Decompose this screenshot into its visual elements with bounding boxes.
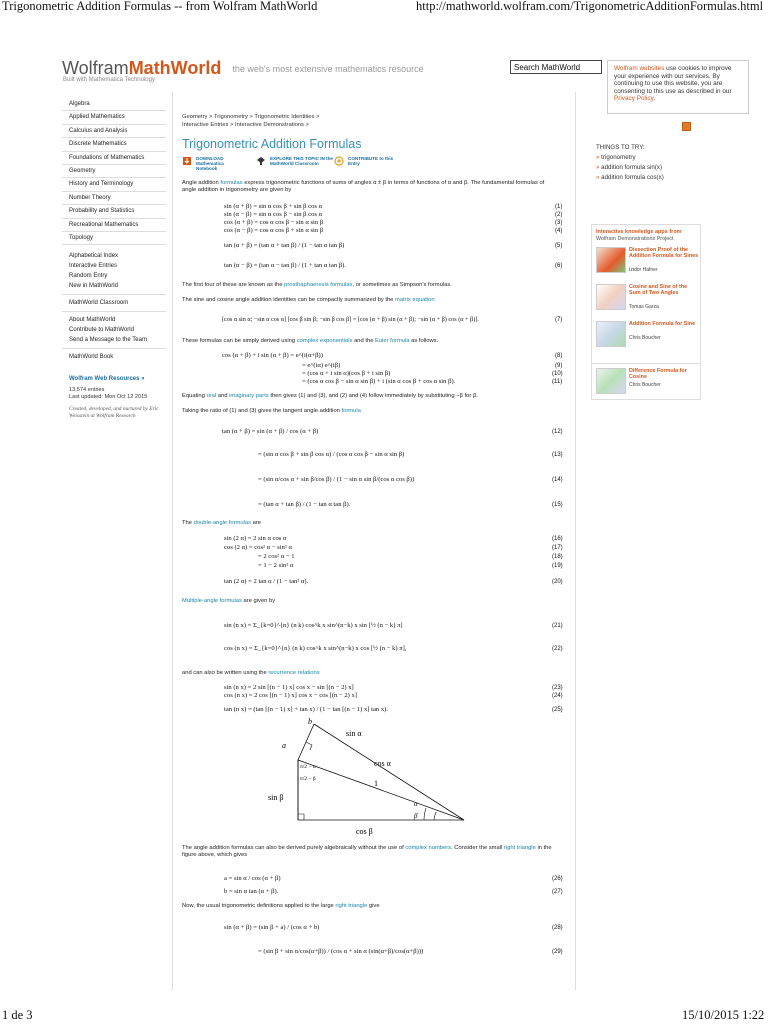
prosthaphaeresis-paragraph: The first four of these are known as the prosthaphaeresis formulas, or sometimes as Simpson's formulas. — [182, 282, 452, 288]
nav-probability[interactable]: Probability and Statistics — [62, 205, 166, 218]
demo-item[interactable] — [596, 284, 696, 316]
equation-number-27: (27) — [552, 889, 563, 895]
print-page-number: 1 de 3 — [2, 1008, 33, 1022]
equation-number-2: (2) — [555, 212, 563, 218]
nav-about[interactable]: About MathWorld — [69, 317, 116, 324]
nav-recreational[interactable]: Recreational Mathematics — [62, 219, 166, 232]
multiple-angle-paragraph: Multiple-angle formulas are given by — [182, 598, 276, 604]
equating-paragraph: Equating real and imaginary parts then gives (1) and (3), and (2) and (4) follow immediately by substituting −β for β. — [182, 393, 478, 399]
euler-formula-link[interactable]: Euler formula — [375, 338, 410, 344]
try-addition-cos[interactable]: » addition formula cos(x) — [596, 173, 664, 183]
things-to-try-title: THINGS TO TRY: — [596, 144, 645, 151]
equation-number-11: (11) — [552, 379, 563, 385]
nav-applied-mathematics[interactable]: Applied Mathematics — [62, 111, 166, 124]
equation-number-16: (16) — [552, 536, 563, 542]
contribute-icon — [334, 156, 344, 166]
equation-23: sin (n x) = 2 sin [(n − 1) x] cos x − sin [(n − 2) x] — [224, 684, 354, 691]
demo-author: Chris Boucher — [629, 334, 661, 341]
double-angle-link[interactable]: double-angle formulas — [193, 520, 251, 526]
explore-label: EXPLORE THIS TOPIC IN the MathWorld Classroom — [270, 156, 333, 167]
cookie-wolfram-link[interactable]: Wolfram websites — [614, 65, 665, 72]
nav-topology[interactable]: Topology — [62, 232, 166, 245]
demo-thumbnail[interactable] — [596, 284, 626, 310]
equation-25: tan (n x) = (tan [(n − 1) x] + tan x) / (1 − tan [(n − 1) x] tan x). — [224, 706, 388, 713]
breadcrumb-line-1[interactable]: Geometry > Trigonometry > Trigonometric Identities > — [182, 114, 320, 120]
equation-17: cos (2 α) = cos² α − sin² α — [224, 544, 292, 551]
cookie-text: use cookies to improve your experience with our services. By continuing to use this website, you are consenting to this use as described in our — [614, 65, 732, 95]
entry-count: 13,574 entries — [69, 387, 105, 393]
equation-19: = 1 − 2 sin² α — [258, 562, 294, 569]
nav-history[interactable]: History and Terminology — [62, 178, 166, 191]
equation-4: cos (α − β) = cos α cos β + sin α sin β — [224, 227, 324, 234]
equation-number-9: (9) — [555, 363, 563, 369]
nav-discrete[interactable]: Discrete Mathematics — [62, 138, 166, 151]
equation-number-14: (14) — [552, 477, 563, 483]
nav-send-message[interactable]: Send a Message to the Team — [69, 337, 147, 344]
print-url: http://mathworld.wolfram.com/TrigonometricAdditionFormulas.html — [416, 0, 764, 13]
imaginary-parts-link[interactable]: imaginary parts — [229, 393, 269, 399]
contribute-label: CONTRIBUTE to this Entry — [348, 156, 394, 167]
nav-algebra[interactable]: Algebra — [62, 98, 166, 111]
privacy-policy-link[interactable]: Privacy Policy — [614, 95, 654, 103]
left-nav — [62, 98, 166, 382]
label-cos-alpha: cos α — [374, 759, 391, 768]
equation-3: cos (α + β) = cos α cos β − sin α sin β — [224, 219, 324, 226]
label-half-pi-minus-beta: π/2 − β — [300, 776, 316, 782]
equation-12: tan (α + β) = sin (α + β) / cos (α + β) — [222, 428, 319, 435]
equation-number-26: (26) — [552, 876, 563, 882]
prosthaphaeresis-link[interactable]: prosthaphaeresis formulas — [284, 282, 353, 288]
nav-classroom[interactable]: MathWorld Classroom — [69, 300, 129, 307]
last-updated: Last updated: Mon Oct 12 2015 — [69, 394, 148, 400]
equation-21: sin (n x) = Σ_{k=0}^{n} (n k) cos^k x sin^(n−k) x sin [½ (n − k) π] — [224, 622, 403, 629]
demo-thumbnail[interactable] — [596, 247, 626, 273]
demos-subheading[interactable]: Wolfram Demonstrations Project — [596, 235, 674, 242]
intro-paragraph: Angle addition formulas express trigonometric functions of sums of angles α ± β in terms of functions of α and β. The fundamental formulas of angle addition in trigonometry are given by — [182, 180, 545, 194]
label-a: a — [282, 741, 286, 750]
equation-10: = (cos α + i sin α)(cos β + i sin β) — [302, 370, 391, 377]
equation-16: sin (2 α) = 2 sin α cos α — [224, 535, 287, 542]
site-tagline: the web's most extensive mathematics resource — [232, 64, 424, 74]
equation-5: tan (α + β) = (tan α + tan β) / (1 − tan α tan β) — [224, 242, 345, 249]
download-icon — [182, 156, 192, 166]
complex-exponentials-link[interactable]: complex exponentials — [296, 338, 353, 344]
demo-author: Chris Boucher — [629, 382, 661, 388]
label-b: b — [308, 717, 312, 726]
equation-11: = (cos α cos β − sin α sin β) + i (sin α cos β + cos α sin β). — [302, 378, 456, 385]
equation-26: a = sin α / cos (α + β) — [224, 875, 281, 882]
demo-thumbnail[interactable] — [596, 321, 626, 347]
equation-9: = e^(iα) e^(iβ) — [302, 362, 341, 369]
triangle-figure — [264, 716, 470, 840]
label-alpha: α — [414, 800, 418, 808]
site-logo[interactable] — [62, 58, 424, 79]
label-one: 1 — [374, 779, 378, 788]
demo-thumbnail[interactable] — [596, 368, 626, 394]
equation-13: = (sin α cos β + sin β cos α) / (cos α cos β − sin α sin β) — [258, 451, 405, 458]
nav-new-in-mathworld[interactable]: New in MathWorld — [69, 283, 118, 290]
equation-24: cos (n x) = 2 cos [(n − 1) x] cos x − cos [(n − 2) x] — [224, 692, 357, 699]
equation-22: cos (n x) = Σ_{k=0}^{n} (n k) cos^k x sin^(n−k) x cos [½ (n − k) π], — [224, 645, 407, 652]
equation-number-5: (5) — [555, 243, 563, 249]
demo-title[interactable]: Addition Formula for Sine — [629, 320, 696, 327]
equation-number-28: (28) — [552, 925, 563, 931]
equation-1: sin (α + β) = sin α cos β + sin β cos α — [224, 203, 323, 210]
print-datetime: 15/10/2015 1:22 — [682, 1008, 765, 1022]
equation-2: sin (α − β) = sin α cos β − sin β cos α — [224, 211, 323, 218]
equation-number-29: (29) — [552, 949, 563, 955]
nav-number-theory[interactable]: Number Theory — [62, 192, 166, 205]
equation-number-15: (15) — [552, 502, 563, 508]
tangent-formula-link[interactable]: formula — [341, 408, 361, 414]
ratio-paragraph: Taking the ratio of (1) and (3) gives the tangent angle addition formula — [182, 408, 361, 414]
try-trigonometry[interactable]: » trigonometry — [596, 153, 664, 163]
demo-item[interactable] — [596, 246, 699, 279]
equation-18: = 2 cos² α − 1 — [258, 553, 295, 560]
complex-paragraph: These formulas can be simply derived using complex exponentials and the Euler formula as follows. — [182, 338, 439, 344]
things-to-try — [596, 143, 664, 183]
equation-number-24: (24) — [552, 693, 563, 699]
page-title: Trigonometric Addition Formulas — [182, 137, 362, 151]
right-triangle-link-2[interactable]: right triangle — [335, 903, 368, 909]
equation-27: b = sin α tan (α + β). — [224, 888, 279, 895]
algebraic-paragraph: The angle addition formulas can also be derived purely algebraically without the use of complex numbers. Consider the small right triangle in the figure above, which gives — [182, 845, 552, 859]
web-resources-link[interactable]: Wolfram Web Resources » — [69, 376, 145, 382]
download-label: DOWNLOAD Mathematica Notebook — [196, 156, 224, 172]
demo-title[interactable]: Difference Formula for Cosine — [629, 368, 687, 381]
nav-random-entry[interactable]: Random Entry — [69, 273, 108, 280]
equation-number-1: (1) — [555, 204, 563, 210]
equation-number-4: (4) — [555, 228, 563, 234]
nav-book[interactable]: MathWorld Book — [69, 354, 114, 361]
label-half-pi-minus-alpha: π/2 − α — [300, 764, 316, 770]
demo-item[interactable] — [596, 321, 696, 353]
equation-number-25: (25) — [552, 707, 563, 713]
search-input[interactable]: Search MathWorld — [510, 60, 602, 74]
nav-contribute[interactable]: Contribute to MathWorld — [69, 327, 134, 334]
equation-8: cos (α + β) + i sin (α + β) = e^(i(α+β)) — [222, 352, 323, 359]
demos-heading: Interactive knowledge apps from — [596, 229, 682, 235]
matrix-equation-link[interactable]: matrix equation — [395, 297, 435, 303]
nav-calculus[interactable]: Calculus and Analysis — [62, 125, 166, 138]
breadcrumb-line-2[interactable]: Interactive Entries > Interactive Demonstrations > — [182, 121, 309, 128]
favorite-icon[interactable] — [682, 122, 691, 131]
now-paragraph: Now, the usual trigonometric definitions applied to the large right triangle give — [182, 903, 380, 909]
equation-number-19: (19) — [552, 563, 563, 569]
label-sin-beta: sin β — [268, 793, 284, 802]
equation-6: tan (α − β) = (tan α − tan β) / (1 + tan α tan β). — [224, 262, 346, 269]
demo-title[interactable]: Cosine and Sine of the Sum of Two Angles — [629, 283, 688, 296]
recurrence-paragraph: and can also be written using the recurrence relations — [182, 670, 320, 676]
demo-item[interactable] — [596, 368, 696, 400]
credit: Created, developed, and nurtured by Eric Weisstein at Wolfram Research — [69, 406, 159, 419]
equation-28: sin (α + β) = (sin β + a) / (cos α + b) — [224, 924, 320, 931]
try-addition-sin[interactable]: » addition formula sin(x) — [596, 163, 664, 173]
label-cos-beta: cos β — [356, 827, 373, 836]
print-footer — [0, 1008, 768, 1024]
logo-mathworld: MathWorld — [128, 58, 222, 78]
logo-wolfram: Wolfram — [62, 58, 129, 78]
equation-number-6: (6) — [555, 263, 563, 269]
matrix-paragraph: The sine and cosine angle addition identities can be compactly summarized by the matrix equation — [182, 297, 435, 303]
equation-7: [cos α sin α; −sin α cos α] [cos β sin β; −sin β cos β] = [cos (α + β) sin (α + β); −sin (α + β) cos (α + β)]. — [222, 316, 479, 323]
breadcrumb — [182, 114, 319, 129]
cookie-end: . — [653, 95, 656, 103]
demo-author: Izidor Hafner — [629, 266, 658, 273]
demonstrations-box — [591, 224, 701, 364]
equation-15: = (tan α + tan β) / (1 − tan α tan β). — [258, 501, 351, 508]
formulas-link[interactable]: formulas — [220, 180, 243, 186]
equation-14: = (sin α/cos α + sin β/cos β) / (1 − sin α sin β/(cos α cos β)) — [258, 476, 415, 483]
nav-foundations[interactable]: Foundations of Mathematics — [62, 152, 166, 165]
entry-tools — [182, 156, 422, 172]
equation-number-10: (10) — [552, 371, 563, 377]
logo-subtitle: Built with Mathematica Technology — [63, 77, 155, 83]
equation-number-8: (8) — [555, 353, 563, 359]
equation-number-3: (3) — [555, 220, 563, 226]
equation-number-22: (22) — [552, 646, 563, 652]
web-resources — [62, 376, 166, 446]
right-triangle-link[interactable]: right triangle — [503, 845, 536, 851]
nav-interactive-entries[interactable]: Interactive Entries — [69, 263, 118, 270]
equation-number-23: (23) — [552, 685, 563, 691]
equation-number-17: (17) — [552, 545, 563, 551]
multiple-angle-link[interactable]: Multiple-angle formulas — [182, 598, 242, 604]
nav-alphabetical-index[interactable]: Alphabetical Index — [69, 253, 119, 260]
equation-number-7: (7) — [555, 317, 563, 323]
equation-20: tan (2 α) = 2 tan α / (1 − tan² α). — [224, 578, 309, 585]
label-beta: β — [414, 812, 418, 820]
complex-numbers-link[interactable]: complex numbers — [405, 845, 452, 851]
demo-title[interactable]: Dissection Proof of the Addition Formula for Sines — [629, 246, 699, 259]
double-angle-paragraph: The double-angle formulas are — [182, 520, 261, 526]
equation-number-12: (12) — [552, 429, 563, 435]
label-sin-alpha: sin α — [346, 729, 362, 738]
equation-number-20: (20) — [552, 579, 563, 585]
demo-author: Tomas Garza — [629, 303, 659, 310]
print-header — [0, 0, 768, 14]
equation-number-18: (18) — [552, 554, 563, 560]
equation-number-21: (21) — [552, 623, 563, 629]
demonstrations-box-cont — [591, 364, 701, 400]
real-link[interactable]: real — [206, 393, 217, 399]
recurrence-relations-link[interactable]: recurrence relations — [268, 670, 320, 676]
print-title: Trigonometric Addition Formulas -- from Wolfram MathWorld — [2, 0, 318, 13]
cookie-notice — [607, 60, 749, 114]
equation-29: = (sin β + sin α/cos(α+β)) / (cos α + sin α (sin(α+β)/cos(α+β))) — [258, 948, 424, 955]
explore-icon — [256, 156, 266, 166]
equation-number-13: (13) — [552, 452, 563, 458]
nav-geometry[interactable]: Geometry — [62, 165, 166, 178]
